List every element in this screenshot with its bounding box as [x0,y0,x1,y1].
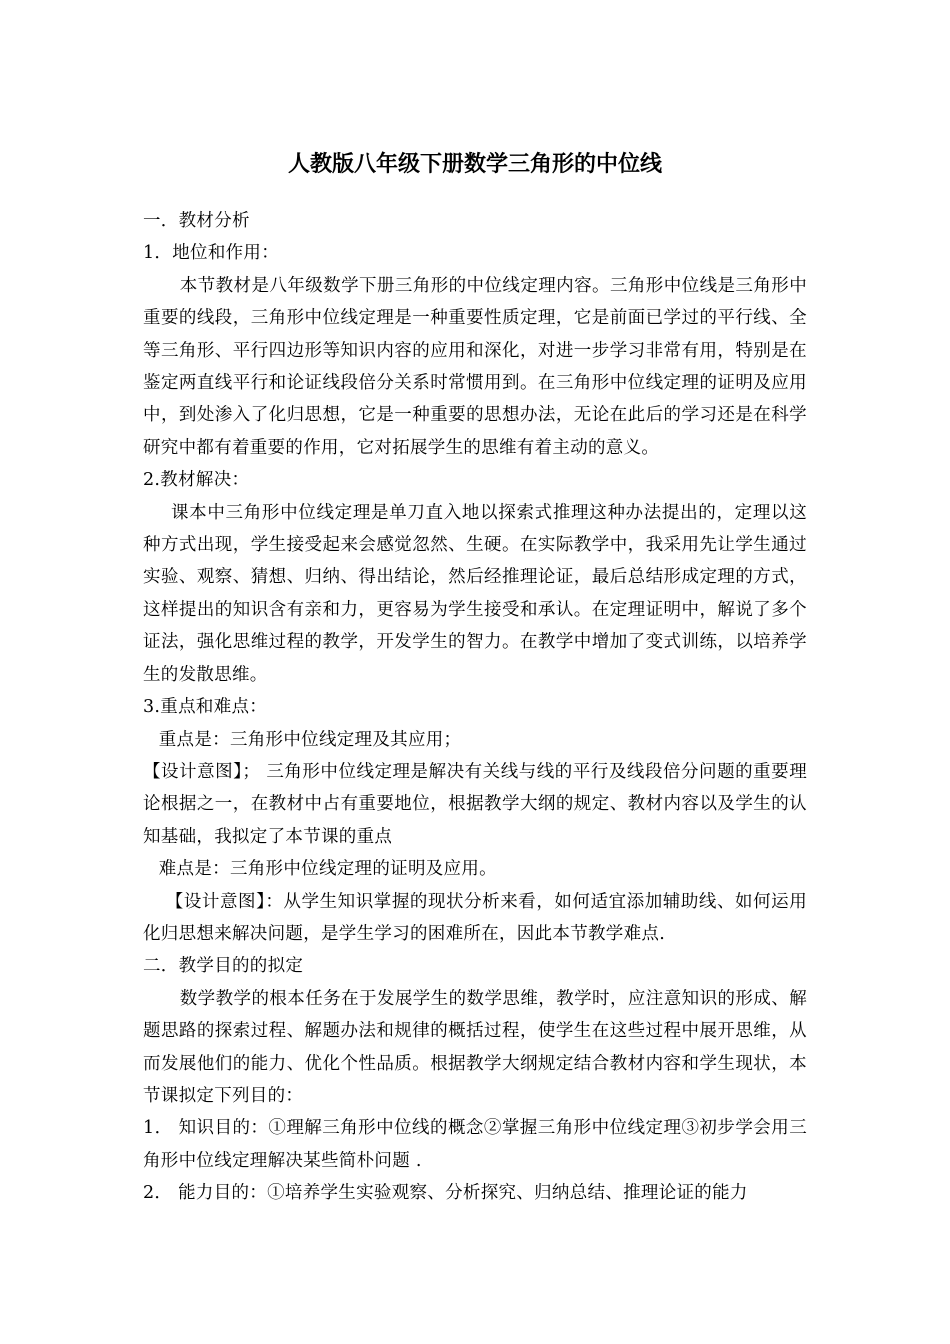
paragraph-difficult-point: 难点是：三角形中位线定理的证明及应用。 [158,859,497,880]
paragraph-material-handling: 课本中三角形中位线定理是单刀直入地以探索式推理这种办法提出的，定理以这种方式出现，学生接受起来会感觉忽然、生硬。在实际教学中，我采用先让学生通过实验、观察、猜想、归纳、得出结论，然后经推理论证，最后总结形成定理的方式，这样提出的知识含有亲和力，更容易为学生接受和承认。在定理证明中，解说了多个证法，强化思维过程的教学，开发学生的智力。在教学中增加了变式训练，以培养学生的发散思维。 [143,502,807,685]
paragraph-ability-goal: 2． 能力目的：①培养学生实验观察、分析探究、归纳总结、推理论证的能力 [143,1183,748,1204]
document-title: 人教版八年级下册数学三角形的中位线 [287,152,662,177]
subsection-heading-key-points: 3.重点和难点： [143,697,268,718]
paragraph-design-intent-2: 【设计意图】：从学生知识掌握的现状分析来看，如何适宜添加辅助线、如何运用化归思想来解决问题，是学生学习的困难所在，因此本节教学难点. [143,891,807,944]
paragraph-position-role: 本节教材是八年级数学下册三角形的中位线定理内容。三角形中位线是三角形中重要的线段，三角形中位线定理是一种重要性质定理，它是前面已学过的平行线、全等三角形、平行四边形等知识内容的应用和深化，对进一步学习非常有用，特别是在鉴定两直线平行和论证线段倍分关系时常惯用到。在三角形中位线定理的证明及应用中，到处渗入了化归思想，它是一种重要的思想办法，无论在此后的学习还是在科学研究中都有着重要的作用，它对拓展学生的思维有着主动的意义。 [143,275,807,458]
section-heading-2: 二．教学目的的拟定 [143,956,304,977]
section-heading-1: 一．教材分析 [143,211,250,231]
paragraph-knowledge-goal: 1． 知识目的：①理解三角形中位线的概念②掌握三角形中位线定理③初步学会用三角形中位线定理解决某些简朴问题 . [143,1118,807,1171]
subsection-heading-material: 2.教材解决： [143,470,250,491]
paragraph-teaching-goals: 数学教学的根本任务在于发展学生的数学思维，教学时，应注意知识的形成、解题思路的探索过程、解题办法和规律的概括过程，使学生在这些过程中展开思维，从而发展他们的能力、优化个性品质。根据教学大纲规定结合教材内容和学生现状，本节课拟定下列目的： [143,988,807,1106]
subsection-heading-position: 1．地位和作用： [143,243,280,264]
document-body [143,205,807,1210]
paragraph-design-intent-1: 【设计意图】； 三角形中位线定理是解决有关线与线的平行及线段倍分问题的重要理论根据之一，在教材中占有重要地位，根据教学大纲的规定、教材内容以及学生的认知基础，我拟定了本节课的重点 [143,761,807,847]
paragraph-key-point: 重点是：三角形中位线定理及其应用； [158,729,462,750]
